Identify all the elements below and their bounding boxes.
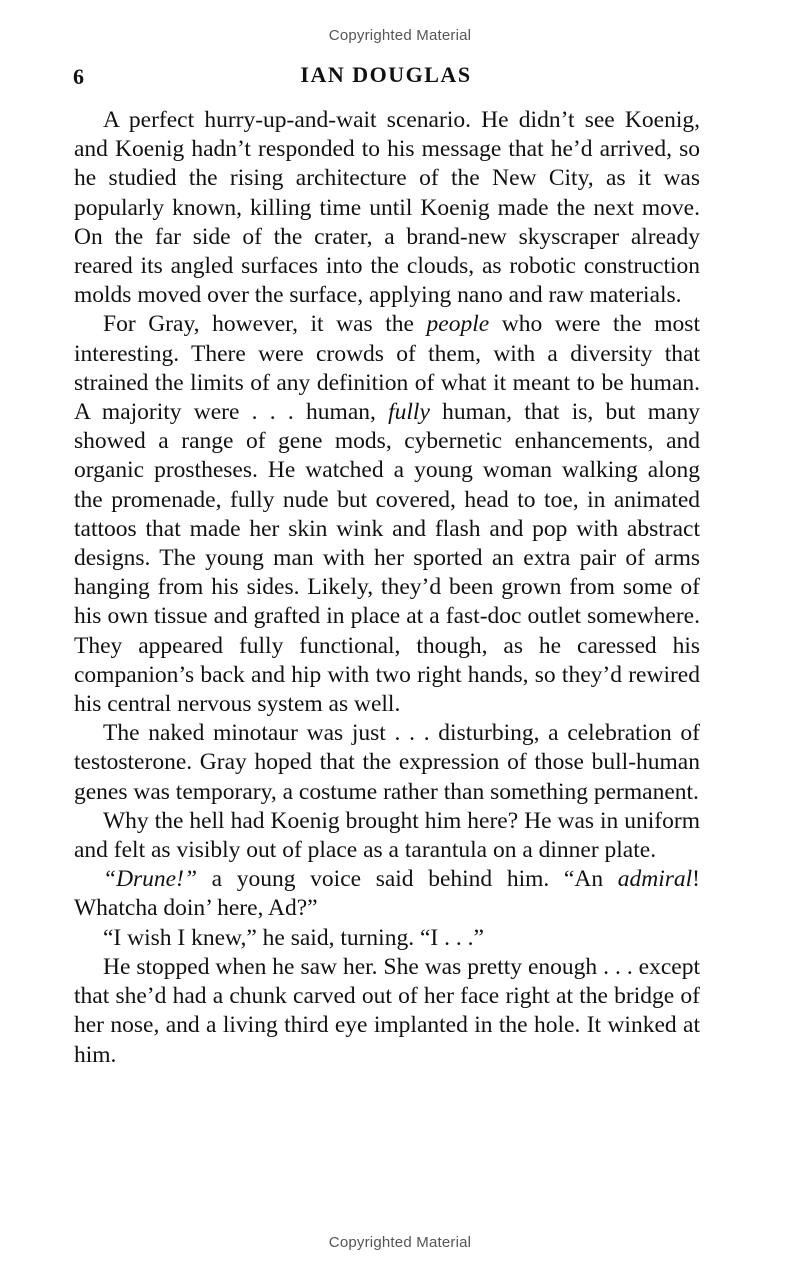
text-segment: “I wish I knew,” he said, turning. “I . . .” — [103, 924, 484, 951]
paragraph — [74, 953, 700, 1070]
watermark-bottom: Copyrighted Material — [328, 1234, 472, 1251]
paragraph — [74, 807, 700, 865]
emphasis-text: admiral — [617, 866, 693, 893]
text-segment: a young voice said behind him. “An — [197, 866, 618, 893]
book-author: IAN DOUGLAS — [300, 62, 472, 87]
watermark-top: Copyrighted Material — [328, 27, 472, 44]
running-head — [73, 62, 699, 92]
paragraph — [74, 865, 700, 923]
paragraph — [74, 924, 700, 953]
emphasis-text: fully — [388, 399, 430, 426]
text-segment: He stopped when he saw her. She was pretty enough . . . except that she’d had a chunk carved out of her face right at the bridge of her nose, and a living third eye implanted in the hole. It winked at him. — [74, 953, 700, 1068]
text-segment: The naked minotaur was just . . . disturbing, a celebration of testosterone. Gray hoped that the expression of those bull-human genes was temporary, a costume rather than something permanent. — [74, 720, 700, 805]
emphasis-text: “Drune!” — [103, 866, 198, 893]
text-segment: who were the most interesting. There were crowds of them, with a diversity that strained the limits of any definition of what it meant to be human. A majority were . . . human, — [74, 311, 700, 426]
emphasis-text: people — [426, 311, 490, 338]
text-segment: Why the hell had Koenig brought him here? He was in uniform and felt as visibly out of place as a tarantula on a dinner plate. — [74, 807, 700, 864]
text-segment: ! Whatcha doin’ here, Ad?” — [74, 866, 700, 922]
paragraph — [74, 106, 700, 310]
text-segment: For Gray, however, it was the — [103, 311, 427, 338]
page-number: 6 — [73, 64, 84, 89]
text-segment: human, that is, but many showed a range of gene mods, cybernetic enhancements, and organic prostheses. He watched a young woman walking along the promenade, fully nude but covered, head to toe, in animated tattoos that made her skin wink and flash and pop with abstract designs. The young man with her sported an extra pair of arms hanging from his sides. Likely, they’d been grown from some of his own tissue and grafted in place at a fast-doc outlet somewhere. They appeared fully functional, though, as he caressed his companion’s back and hip with two right hands, so they’d rewired his central nervous system as well. — [74, 399, 700, 718]
paragraph — [74, 719, 700, 807]
text-segment: A perfect hurry-up-and-wait scenario. He didn’t see Koenig, and Koenig hadn’t responded to his message that he’d arrived, so he studied the rising architecture of the New City, as it was popularly known, killing time until Koenig made the next move. On the far side of the crater, a brand-new skyscraper already reared its angled surfaces into the clouds, as robotic construction molds moved over the surface, applying nano and raw materials. — [74, 107, 700, 309]
paragraph — [74, 310, 700, 719]
body-text — [74, 106, 700, 1070]
